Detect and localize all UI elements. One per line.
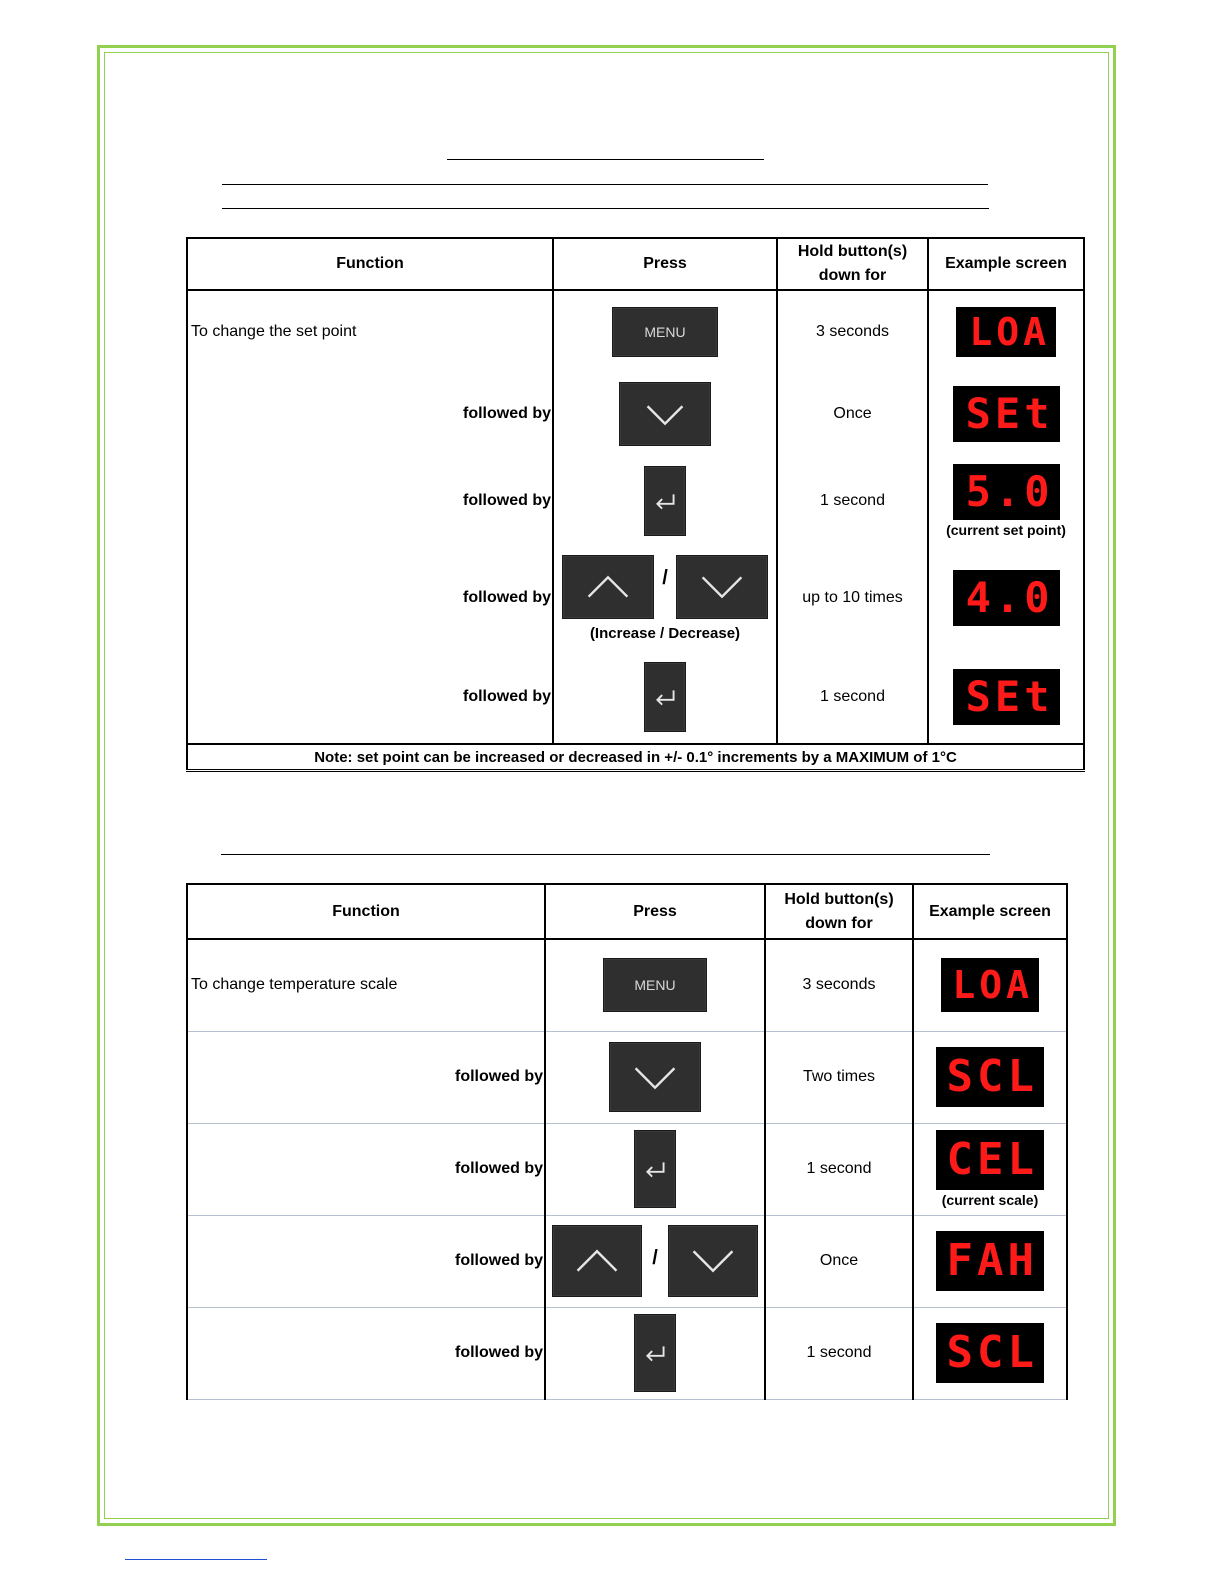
- header-press: Press: [545, 884, 765, 939]
- press-cell: [553, 650, 777, 744]
- up-button[interactable]: [552, 1225, 642, 1297]
- menu-button[interactable]: MENU: [603, 958, 707, 1012]
- display-caption: (current set point): [946, 522, 1066, 538]
- footnote-separator: [125, 1559, 267, 1560]
- lcd-display: CEL: [936, 1130, 1044, 1190]
- example-cell: [928, 456, 1084, 546]
- hold-cell: 3 seconds: [765, 939, 913, 1031]
- menu-button[interactable]: MENU: [612, 307, 718, 357]
- function-cell: followed by: [187, 1123, 545, 1215]
- press-cell: [553, 456, 777, 546]
- press-cell: [545, 939, 765, 1031]
- function-cell: followed by: [187, 650, 553, 744]
- function-cell: To change the set point: [187, 290, 553, 372]
- hold-cell: 3 seconds: [777, 290, 928, 372]
- header-example: Example screen: [913, 884, 1067, 939]
- table-row: [187, 939, 1067, 1031]
- example-cell: [928, 650, 1084, 744]
- section2-underline: [221, 854, 990, 855]
- set-point-table: [186, 237, 1085, 772]
- chevron-down-icon: [610, 1043, 700, 1111]
- press-caption: (Increase / Decrease): [589, 624, 741, 642]
- down-button[interactable]: [676, 555, 768, 619]
- down-button[interactable]: [609, 1042, 701, 1112]
- press-cell: [553, 290, 777, 372]
- chevron-down-icon: [669, 1226, 757, 1296]
- hold-cell: up to 10 times: [777, 546, 928, 650]
- note-row: [187, 744, 1084, 771]
- press-cell: [545, 1031, 765, 1123]
- header-function: Function: [187, 238, 553, 290]
- header-press: Press: [553, 238, 777, 290]
- hold-cell: Once: [777, 372, 928, 456]
- table-row: [187, 456, 1084, 546]
- table-row: [187, 1123, 1067, 1215]
- header-hold: Hold button(s) down for: [765, 884, 913, 939]
- header-function: Function: [187, 884, 545, 939]
- table-row: [187, 1307, 1067, 1399]
- hold-cell: Two times: [765, 1031, 913, 1123]
- hold-cell: 1 second: [765, 1307, 913, 1399]
- lcd-display: 5.0: [953, 464, 1060, 520]
- function-cell: followed by: [187, 1215, 545, 1307]
- down-button[interactable]: [619, 382, 711, 446]
- enter-button[interactable]: [634, 1130, 676, 1208]
- up-button[interactable]: [562, 555, 654, 619]
- enter-return-icon: [645, 663, 685, 731]
- hold-cell: 1 second: [777, 456, 928, 546]
- example-cell: [913, 1215, 1067, 1307]
- lcd-display: LOA: [941, 958, 1039, 1012]
- example-cell: [913, 1307, 1067, 1399]
- subtitle-underline-1: [222, 184, 988, 185]
- press-cell: [553, 546, 777, 650]
- header-example: Example screen: [928, 238, 1084, 290]
- hold-cell: 1 second: [777, 650, 928, 744]
- enter-button[interactable]: [634, 1314, 676, 1392]
- table-row: [187, 1031, 1067, 1123]
- function-cell: followed by: [187, 372, 553, 456]
- chevron-down-icon: [677, 556, 767, 618]
- chevron-up-icon: [553, 1226, 641, 1296]
- press-cell: [545, 1307, 765, 1399]
- example-cell: [928, 546, 1084, 650]
- header-hold: Hold button(s) down for: [777, 238, 928, 290]
- enter-return-icon: [645, 467, 685, 535]
- hold-cell: Once: [765, 1215, 913, 1307]
- hold-cell: 1 second: [765, 1123, 913, 1215]
- function-cell: followed by: [187, 456, 553, 546]
- example-cell: [928, 290, 1084, 372]
- example-cell: [928, 372, 1084, 456]
- table-row: [187, 1215, 1067, 1307]
- function-cell: followed by: [187, 546, 553, 650]
- lcd-display: FAH: [936, 1231, 1044, 1291]
- example-cell: [913, 1123, 1067, 1215]
- enter-return-icon: [635, 1131, 675, 1207]
- lcd-display: SEt: [953, 669, 1060, 725]
- enter-return-icon: [635, 1315, 675, 1391]
- press-cell: [553, 372, 777, 456]
- lcd-display: SEt: [953, 386, 1060, 442]
- function-cell: followed by: [187, 1031, 545, 1123]
- enter-button[interactable]: [644, 466, 686, 536]
- example-cell: [913, 1031, 1067, 1123]
- chevron-down-icon: [620, 383, 710, 445]
- down-button[interactable]: [668, 1225, 758, 1297]
- function-cell: followed by: [187, 1307, 545, 1399]
- slash-separator: /: [662, 566, 668, 589]
- lcd-display: SCL: [936, 1047, 1044, 1107]
- lcd-display: SCL: [936, 1323, 1044, 1383]
- display-caption: (current scale): [941, 1192, 1039, 1208]
- subtitle-underline-2: [222, 208, 989, 209]
- table-row: [187, 546, 1084, 650]
- title-underline: [447, 159, 764, 160]
- press-cell: [545, 1215, 765, 1307]
- table-row: [187, 290, 1084, 372]
- example-cell: [913, 939, 1067, 1031]
- slash-separator: /: [652, 1247, 658, 1269]
- table-row: [187, 372, 1084, 456]
- note-text: Note: set point can be increased or decreased in +/- 0.1° increments by a MAXIMUM of 1°C: [187, 744, 1084, 771]
- enter-button[interactable]: [644, 662, 686, 732]
- temperature-scale-table: [186, 883, 1068, 1400]
- lcd-display: LOA: [956, 307, 1056, 357]
- lcd-display: 4.0: [953, 570, 1060, 626]
- table-row: [187, 650, 1084, 744]
- function-cell: To change temperature scale: [187, 939, 545, 1031]
- press-cell: [545, 1123, 765, 1215]
- chevron-up-icon: [563, 556, 653, 618]
